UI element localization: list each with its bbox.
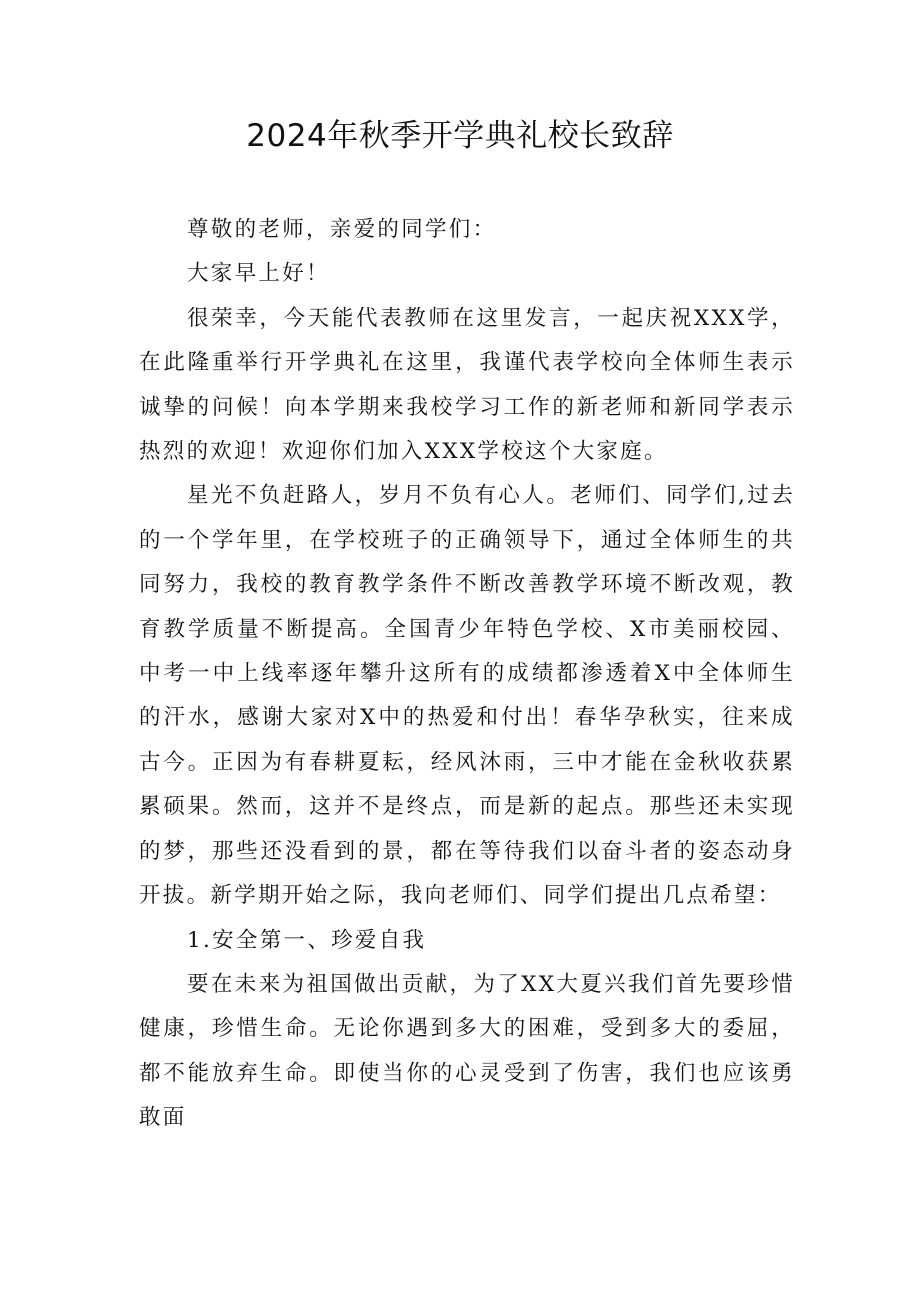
document-title: 2024年秋季开学典礼校长致辞 — [246, 118, 674, 154]
paragraph-review: 星光不负赶路人，岁月不负有心人。老师们、同学们,过去的一个学年里，在学校班子的正确领导下，通过全体师生的共同努力，我校的教育教学条件不断改善教学环境不断改观，教育教学质量不断提高。全国青少年特色学校、X市美丽校园、中考一中上线率逐年攀升这所有的成绩都渗透着X中全体师生的汗水，感谢大家对X中的热爱和付出！春华孕秋实，往来成古今。正因为有春耕夏耘，经风沐雨，三中才能在金秋收获累累硕果。然而，这并不是终点，而是新的起点。那些还未实现的梦，那些还没看到的景，都在等待我们以奋斗者的姿态动身开拔。新学期开始之际，我向老师们、同学们提出几点希望： — [139, 483, 795, 909]
document-body — [139, 208, 795, 1141]
paragraph-greeting: 大家早上好！ — [187, 261, 330, 287]
paragraph-welcome: 很荣幸，今天能代表教师在这里发言，一起庆祝XXX学，在此隆重举行开学典礼在这里，我谨代表学校向全体师生表示诚挚的问候！向本学期来我校学习工作的新老师和新同学表示热烈的欢迎！欢迎你们加入XXX学校这个大家庭。 — [139, 305, 795, 465]
paragraph-safety: 要在未来为祖国做出贡献，为了XX大夏兴我们首先要珍惜健康，珍惜生命。无论你遇到多大的困难，受到多大的委屈，都不能放弃生命。即使当你的心灵受到了伤害，我们也应该勇敢面 — [139, 971, 795, 1131]
section-heading-safety: 1.安全第一、珍爱自我 — [187, 927, 427, 953]
paragraph-salutation: 尊敬的老师，亲爱的同学们： — [187, 217, 497, 242]
